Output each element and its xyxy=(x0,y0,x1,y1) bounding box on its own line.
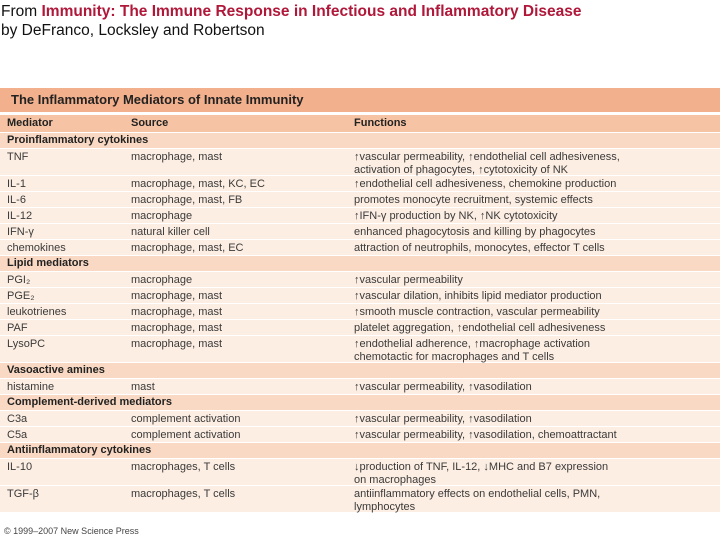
source-cell: macrophage, mast xyxy=(131,290,223,302)
functions-line: attraction of neutrophils, monocytes, effector T cells xyxy=(354,242,605,254)
header-mediator: Mediator xyxy=(7,117,53,129)
header-source: Source xyxy=(131,117,169,129)
book-authors: by DeFranco, Locksley and Robertson xyxy=(1,22,265,39)
table-row xyxy=(0,240,720,256)
functions-line: activation of phagocytes, ↑cytotoxicity of NK xyxy=(354,163,568,176)
table-row xyxy=(0,176,720,192)
section-label: Lipid mediators xyxy=(7,257,89,269)
mediator-cell: IFN-γ xyxy=(7,226,34,238)
mediator-cell: IL-1 xyxy=(7,178,26,190)
mediators-table xyxy=(0,115,720,513)
functions-line: on macrophages xyxy=(354,473,436,486)
section-row xyxy=(0,256,720,272)
functions-cell xyxy=(354,429,714,442)
mediator-cell: PAF xyxy=(7,322,28,334)
source-cell: macrophage, mast, EC xyxy=(131,242,244,254)
mediator-cell: leukotrienes xyxy=(7,306,67,318)
functions-cell xyxy=(354,322,714,335)
functions-line: antiinflammatory effects on endothelial cells, PMN, xyxy=(354,488,601,500)
table-row xyxy=(0,411,720,427)
functions-line: ↑vascular permeability, ↑vasodilation, chemoattractant xyxy=(354,429,617,441)
mediator-cell: TNF xyxy=(7,151,29,163)
source-cell: macrophage, mast xyxy=(131,306,223,318)
source-cell: macrophage, mast, FB xyxy=(131,194,243,206)
functions-cell xyxy=(354,461,714,486)
functions-line: ↑vascular permeability, ↑vasodilation xyxy=(354,413,532,425)
mediator-cell: histamine xyxy=(7,381,55,393)
functions-cell xyxy=(354,413,714,426)
mediator-cell: IL-12 xyxy=(7,210,33,222)
functions-line: enhanced phagocytosis and killing by phagocytes xyxy=(354,226,596,238)
section-label: Vasoactive amines xyxy=(7,364,105,376)
section-label: Antiinflammatory cytokines xyxy=(7,444,152,456)
table-row xyxy=(0,149,720,176)
mediator-cell: PGI₂ xyxy=(7,274,31,286)
table-row xyxy=(0,272,720,288)
functions-cell xyxy=(354,194,714,207)
table-row xyxy=(0,379,720,395)
source-cell: macrophage, mast xyxy=(131,151,223,163)
functions-line: ↓production of TNF, IL-12, ↓MHC and B7 expression xyxy=(354,461,609,473)
functions-line: platelet aggregation, ↑endothelial cell adhesiveness xyxy=(354,322,606,334)
functions-line: ↑vascular permeability xyxy=(354,274,463,286)
source-cell: natural killer cell xyxy=(131,226,210,238)
mediator-cell: C3a xyxy=(7,413,28,425)
functions-line: ↑vascular permeability, ↑vasodilation xyxy=(354,381,532,393)
mediator-cell: PGE₂ xyxy=(7,290,35,302)
source-prefix: From xyxy=(1,3,38,20)
functions-cell xyxy=(354,274,714,287)
functions-line: chemotactic for macrophages and T cells xyxy=(354,350,555,363)
table-row xyxy=(0,459,720,486)
functions-cell xyxy=(354,178,714,191)
functions-line: ↑vascular permeability, ↑endothelial cell adhesiveness, xyxy=(354,151,620,163)
table-header-row xyxy=(0,115,720,133)
table-row xyxy=(0,288,720,304)
functions-line: lymphocytes xyxy=(354,500,416,513)
functions-cell xyxy=(354,306,714,319)
source-cell: macrophages, T cells xyxy=(131,488,236,500)
section-label: Complement-derived mediators xyxy=(7,396,173,408)
functions-cell xyxy=(354,151,714,176)
source-cell: macrophage xyxy=(131,210,193,222)
book-title: Immunity: The Immune Response in Infectious and Inflammatory Disease xyxy=(41,3,582,20)
table-row xyxy=(0,427,720,443)
copyright-footer: © 1999–2007 New Science Press xyxy=(4,526,139,536)
functions-cell xyxy=(354,242,714,255)
section-row xyxy=(0,363,720,379)
functions-cell xyxy=(354,488,714,513)
functions-cell xyxy=(354,381,714,394)
section-label: Proinflammatory cytokines xyxy=(7,134,149,146)
header-functions: Functions xyxy=(354,117,407,129)
table-row xyxy=(0,208,720,224)
section-row xyxy=(0,395,720,411)
functions-cell xyxy=(354,290,714,303)
source-citation xyxy=(1,2,582,40)
mediator-cell: IL-6 xyxy=(7,194,26,206)
functions-cell xyxy=(354,210,714,223)
table-title: The Inflammatory Mediators of Innate Immunity xyxy=(11,92,304,107)
table-row xyxy=(0,224,720,240)
source-cell: macrophage, mast, KC, EC xyxy=(131,178,265,190)
table-title-bar xyxy=(0,88,720,112)
functions-cell xyxy=(354,226,714,239)
functions-line: ↑smooth muscle contraction, vascular permeability xyxy=(354,306,600,318)
source-cell: macrophage, mast xyxy=(131,322,223,334)
table-row xyxy=(0,320,720,336)
mediator-cell: TGF-β xyxy=(7,488,39,500)
mediator-cell: C5a xyxy=(7,429,28,441)
table-row xyxy=(0,304,720,320)
functions-line: ↑endothelial cell adhesiveness, chemokine production xyxy=(354,178,617,190)
table-row xyxy=(0,192,720,208)
functions-line: ↑vascular dilation, inhibits lipid mediator production xyxy=(354,290,602,302)
source-cell: macrophage xyxy=(131,274,193,286)
source-cell: complement activation xyxy=(131,413,241,425)
mediator-cell: IL-10 xyxy=(7,461,33,473)
functions-line: ↑endothelial adherence, ↑macrophage activation xyxy=(354,338,591,350)
source-cell: macrophage, mast xyxy=(131,338,223,350)
source-cell: mast xyxy=(131,381,155,393)
section-row xyxy=(0,133,720,149)
functions-cell xyxy=(354,338,714,363)
mediator-cell: LysoPC xyxy=(7,338,46,350)
section-row xyxy=(0,443,720,459)
table-row xyxy=(0,336,720,363)
source-cell: macrophages, T cells xyxy=(131,461,236,473)
mediator-cell: chemokines xyxy=(7,242,66,254)
table-row xyxy=(0,486,720,513)
functions-line: ↑IFN-γ production by NK, ↑NK cytotoxicity xyxy=(354,210,558,222)
functions-line: promotes monocyte recruitment, systemic effects xyxy=(354,194,593,206)
source-cell: complement activation xyxy=(131,429,241,441)
